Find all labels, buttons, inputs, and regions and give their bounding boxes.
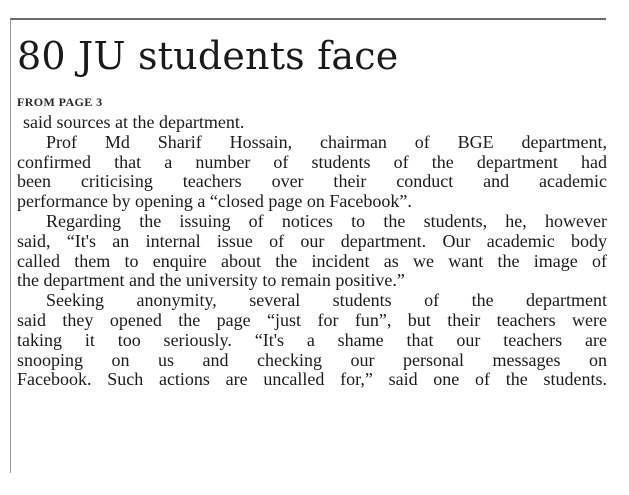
article-body xyxy=(17,113,607,390)
text-line: said they opened the page “just for fun”, but their teachers were xyxy=(17,309,607,330)
column-left-rule xyxy=(10,19,11,473)
text-line: snooping on us and checking our personal messages on xyxy=(17,349,607,370)
text-line: Facebook. Such actions are uncalled for,” said one of the students. xyxy=(17,369,607,390)
text-line: taking it too seriously. “It's a shame that our teachers are xyxy=(17,329,607,350)
text-line: confirmed that a number of students of the department had xyxy=(17,151,607,172)
text-line: Prof Md Sharif Hossain, chairman of BGE department, xyxy=(46,131,607,152)
text-line: said, “It's an internal issue of our department. Our academic body xyxy=(17,230,607,251)
text-line: Regarding the issuing of notices to the students, he, however xyxy=(46,210,607,231)
text-line: said sources at the department. xyxy=(23,112,245,132)
text-line: performance by opening a “closed page on Facebook”. xyxy=(17,191,412,212)
jump-label: FROM PAGE 3 xyxy=(17,95,103,109)
text-line: called them to enquire about the incident as we want the image of xyxy=(17,250,607,271)
text-line: Seeking anonymity, several students of the department xyxy=(46,290,607,311)
headline: 80 JU students face xyxy=(17,34,399,78)
text-line: been criticising teachers over their conduct and academic xyxy=(17,171,607,192)
top-rule xyxy=(10,18,606,20)
text-line: the department and the university to remain positive.” xyxy=(17,270,405,291)
